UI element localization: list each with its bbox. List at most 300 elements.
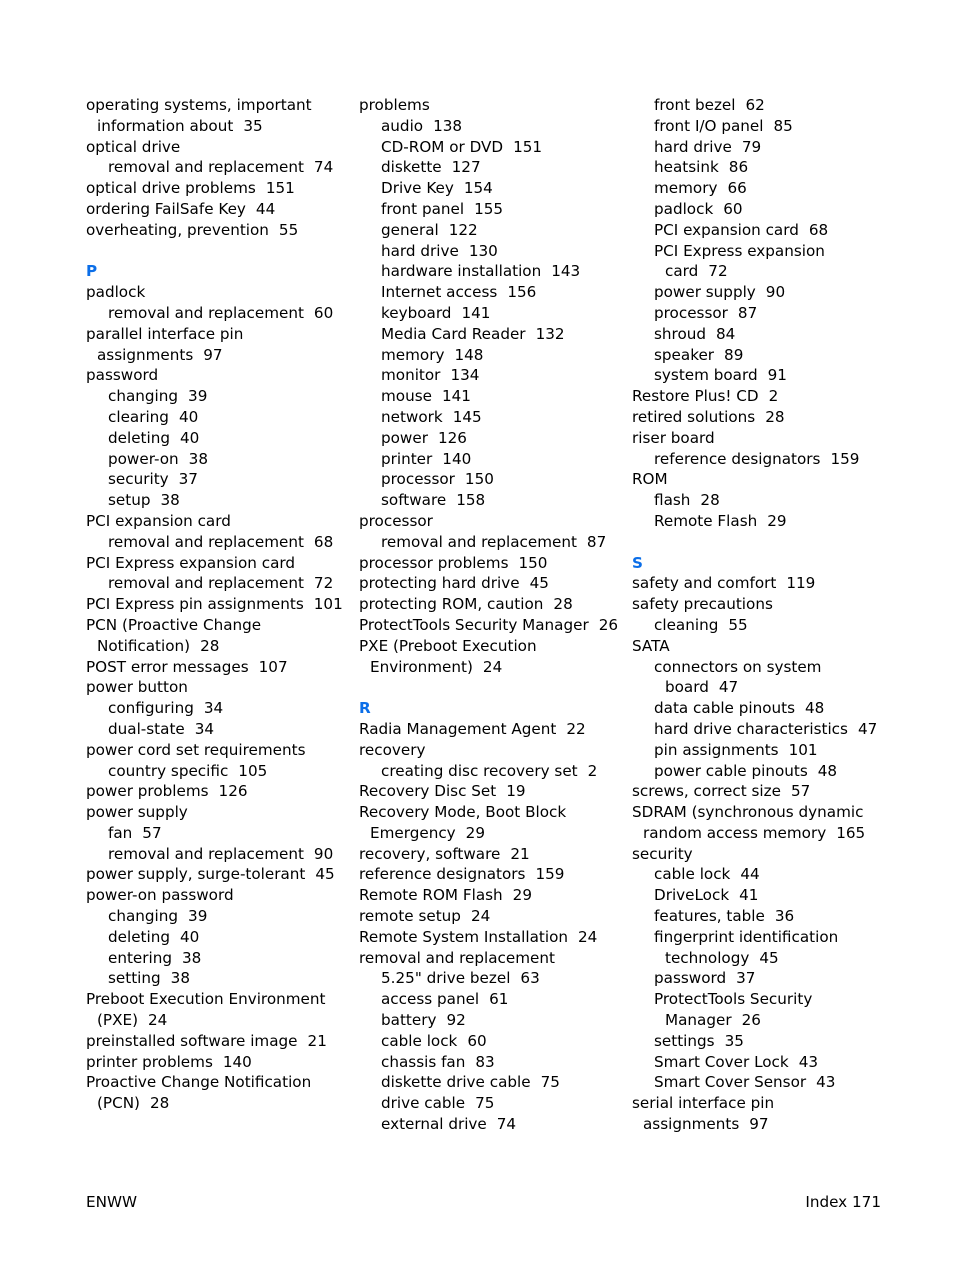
entry-label: printer (381, 449, 433, 468)
entry-label: Radia Management Agent (359, 719, 557, 738)
index-entry (359, 511, 614, 532)
entry-label: Proactive Change Notification (86, 1073, 312, 1092)
entry-label: Remote System Installation (359, 927, 569, 946)
index-subentry (632, 178, 882, 199)
page-number-link[interactable]: 21 (307, 1031, 327, 1050)
index-subentry (632, 511, 882, 532)
page-number-link[interactable]: 36 (774, 907, 795, 926)
entry-label: settings (654, 1031, 715, 1050)
entry-label: security (108, 470, 169, 489)
index-entry (359, 864, 614, 885)
index-entry (86, 511, 336, 532)
index-subentry (86, 948, 336, 969)
index-entry (359, 719, 614, 740)
entry-label: SATA (632, 636, 670, 655)
index-subentry (632, 241, 882, 262)
entry-label: fingerprint identification (654, 927, 839, 946)
index-subentry (359, 282, 614, 303)
index-column-3 (632, 95, 882, 1135)
entry-label: diskette drive cable (381, 1073, 531, 1092)
index-entry-continuation (86, 345, 336, 366)
index-entry (86, 1052, 336, 1073)
index-entry (359, 740, 614, 761)
page-number-link[interactable]: 39 (188, 387, 208, 406)
entry-label: battery (381, 1011, 437, 1030)
page-number-link[interactable]: 40 (178, 407, 199, 426)
page-number-link[interactable]: 28 (765, 407, 785, 426)
entry-label: front panel (381, 199, 465, 218)
index-entry-continuation (86, 1010, 336, 1031)
index-entry (632, 407, 882, 428)
entry-label: padlock (654, 199, 714, 218)
entry-label: assignments (643, 1115, 740, 1134)
page-number-link[interactable]: 107 (258, 657, 288, 676)
page-number-link[interactable]: 154 (463, 179, 493, 198)
entry-label: removal and replacement (359, 948, 555, 967)
entry-label: memory (654, 179, 718, 198)
entry-label: hard drive (381, 241, 459, 260)
page-number-link[interactable]: 151 (265, 179, 295, 198)
page-number-link[interactable]: 74 (313, 158, 334, 177)
page-number-link[interactable]: 60 (467, 1031, 487, 1050)
index-entry-continuation (359, 823, 614, 844)
index-entry-continuation (632, 1114, 882, 1135)
page-number-link[interactable]: 35 (724, 1031, 744, 1050)
index-subentry (359, 116, 614, 137)
page-number-link[interactable]: 151 (513, 137, 543, 156)
page-number-link[interactable]: 2 (768, 387, 779, 406)
entry-label: (PCN) (97, 1094, 140, 1113)
index-entry-continuation (632, 823, 882, 844)
entry-label: parallel interface pin (86, 324, 244, 343)
index-subentry (632, 1072, 882, 1093)
index-entry (359, 95, 614, 116)
page-number-link[interactable]: 134 (450, 366, 480, 385)
entry-label: access panel (381, 990, 480, 1009)
page-number-link[interactable]: 66 (727, 179, 747, 198)
page-number-link[interactable]: 29 (465, 823, 485, 842)
page-number-link[interactable]: 48 (817, 761, 838, 780)
entry-label: entering (108, 948, 172, 967)
page-number-link[interactable]: 101 (313, 595, 343, 614)
page-number-link[interactable]: 44 (740, 865, 760, 884)
index-entry-continuation (632, 677, 882, 698)
page-number-link[interactable]: 28 (700, 491, 720, 510)
page-number-link[interactable]: 150 (464, 470, 494, 489)
index-subentry (359, 386, 614, 407)
entry-label: PCI expansion card (654, 220, 799, 239)
index-entry (86, 657, 336, 678)
page-number-link[interactable]: 74 (496, 1115, 517, 1134)
index-subentry (86, 968, 336, 989)
index-entry (86, 989, 336, 1010)
entry-label: country specific (108, 761, 229, 780)
entry-label: cleaning (654, 615, 719, 634)
entry-label: power cord set requirements (86, 740, 306, 759)
page-number-link[interactable]: 29 (512, 886, 532, 905)
entry-label: removal and replacement (108, 574, 304, 593)
index-subentry (632, 137, 882, 158)
page-number-link[interactable]: 22 (566, 719, 586, 738)
index-subentry (359, 303, 614, 324)
entry-label: overheating, prevention (86, 220, 269, 239)
page-number-link[interactable]: 92 (446, 1011, 466, 1030)
index-subentry (632, 282, 882, 303)
page-number-link[interactable]: 155 (474, 199, 504, 218)
index-entry-continuation (86, 1093, 336, 1114)
index-subentry (359, 490, 614, 511)
entry-label: flash (654, 491, 691, 510)
index-subentry (359, 428, 614, 449)
entry-label: riser board (632, 428, 715, 447)
entry-label: hard drive (654, 137, 732, 156)
entry-label: assignments (97, 345, 194, 364)
index-subentry (632, 740, 882, 761)
entry-label: general (381, 220, 439, 239)
index-entry (86, 553, 336, 574)
page-number-link[interactable]: 105 (238, 761, 268, 780)
page-number-link[interactable]: 141 (461, 303, 491, 322)
entry-label: removal and replacement (108, 303, 304, 322)
page-number-link[interactable]: 40 (180, 428, 200, 447)
index-entry (359, 636, 614, 657)
entry-label: SDRAM (synchronous dynamic (632, 803, 864, 822)
index-subentry (86, 927, 336, 948)
entry-label: Remote Flash (654, 511, 758, 530)
page-number-link[interactable]: 29 (767, 511, 787, 530)
entry-label: padlock (86, 283, 146, 302)
index-subentry (359, 1114, 614, 1135)
index-entry (86, 199, 336, 220)
entry-label: cable lock (381, 1031, 458, 1050)
entry-label: recovery (359, 740, 426, 759)
index-entry (632, 469, 882, 490)
page-number-link[interactable]: 48 (805, 699, 825, 718)
entry-label: technology (665, 948, 750, 967)
index-entry (86, 594, 343, 615)
entry-label: reference designators (359, 865, 526, 884)
entry-label: hardware installation (381, 262, 542, 281)
page-number-link[interactable]: 141 (441, 387, 471, 406)
index-subentry (86, 449, 336, 470)
page-number-link[interactable]: 44 (255, 199, 276, 218)
entry-label: optical drive (86, 137, 181, 156)
footer-left: ENWW (86, 1193, 137, 1211)
index-subentry (632, 449, 882, 470)
index-subentry (359, 324, 614, 345)
index-entry-continuation (632, 948, 882, 969)
entry-label: dual-state (108, 719, 185, 738)
page-number-link[interactable]: 37 (178, 470, 198, 489)
page-number-link[interactable]: 40 (180, 927, 200, 946)
page-number-link[interactable]: 57 (790, 782, 811, 801)
index-subentry (632, 220, 882, 241)
entry-label: setting (108, 969, 161, 988)
page-number-link[interactable]: 24 (148, 1011, 168, 1030)
index-entry (359, 927, 614, 948)
entry-label: PCI Express expansion card (86, 553, 295, 572)
page-number-link[interactable]: 26 (741, 1011, 761, 1030)
page-number-link[interactable]: 28 (553, 595, 573, 614)
entry-label: speaker (654, 345, 715, 364)
page-number-link[interactable]: 35 (243, 116, 263, 135)
index-entry (86, 95, 336, 116)
index-subentry (632, 1052, 882, 1073)
page-number-link[interactable]: 122 (448, 220, 478, 239)
index-entry (86, 864, 336, 885)
page-number-link[interactable]: 90 (313, 844, 334, 863)
entry-label: power supply (86, 803, 188, 822)
entry-label: chassis fan (381, 1052, 466, 1071)
entry-label: diskette (381, 158, 442, 177)
page-number-link[interactable]: 55 (728, 615, 748, 634)
index-section-letter: R (359, 699, 371, 718)
entry-label: removal and replacement (381, 532, 577, 551)
page-number-link[interactable]: 47 (857, 719, 878, 738)
page-number-link[interactable]: 62 (745, 96, 765, 114)
index-subentry (632, 719, 882, 740)
index-subentry (632, 927, 882, 948)
entry-label: PXE (Preboot Execution (359, 636, 537, 655)
index-entry (632, 802, 882, 823)
entry-label: PCI Express expansion (654, 241, 825, 260)
index-subentry (359, 469, 614, 490)
entry-label: external drive (381, 1115, 487, 1134)
page-number-link[interactable]: 19 (506, 782, 526, 801)
index-subentry (359, 157, 614, 178)
page-number-link[interactable]: 75 (475, 1094, 495, 1113)
index-entry-continuation (86, 116, 336, 137)
page-number-link[interactable]: 87 (586, 532, 607, 551)
page-number-link[interactable]: 140 (442, 449, 472, 468)
page-number-link[interactable]: 72 (313, 574, 334, 593)
page-number-link[interactable]: 34 (203, 699, 224, 718)
page-number-link[interactable]: 41 (739, 886, 759, 905)
index-subentry (86, 698, 336, 719)
entry-label: heatsink (654, 158, 719, 177)
entry-label: changing (108, 387, 179, 406)
page-number-link[interactable]: 97 (749, 1115, 769, 1134)
entry-label: printer problems (86, 1052, 213, 1071)
page-number-link[interactable]: 60 (313, 303, 334, 322)
entry-label: Emergency (370, 823, 456, 842)
page-number-link[interactable]: 24 (470, 907, 491, 926)
index-entry (359, 844, 614, 865)
page-number-link[interactable]: 24 (482, 657, 503, 676)
entry-label: Restore Plus! CD (632, 387, 759, 406)
entry-label: network (381, 407, 443, 426)
page-number-link[interactable]: 43 (816, 1073, 836, 1092)
entry-label: power cable pinouts (654, 761, 808, 780)
entry-label: configuring (108, 699, 194, 718)
page-number-link[interactable]: 127 (451, 158, 481, 177)
index-subentry (359, 178, 614, 199)
entry-label: front I/O panel (654, 116, 764, 135)
page-number-link[interactable]: 38 (170, 969, 190, 988)
index-entry (632, 1093, 882, 1114)
entry-label: recovery, software (359, 844, 501, 863)
page-number-link[interactable]: 68 (808, 220, 829, 239)
page-number-link[interactable]: 28 (200, 636, 220, 655)
entry-label: CD-ROM or DVD (381, 137, 504, 156)
entry-label: power supply, surge-tolerant (86, 865, 306, 884)
entry-label: hard drive characteristics (654, 719, 848, 738)
index-subentry (359, 241, 614, 262)
page-number-link[interactable]: 90 (765, 283, 786, 302)
entry-label: reference designators (654, 449, 821, 468)
page-number-link[interactable]: 158 (456, 491, 486, 510)
index-subentry (359, 449, 614, 470)
page-number-link[interactable]: 126 (437, 428, 467, 447)
entry-label: processor (359, 511, 433, 530)
index-entry-continuation (632, 261, 882, 282)
page-number-link[interactable]: 38 (188, 449, 208, 468)
index-subentry (632, 490, 882, 511)
entry-label: power problems (86, 782, 209, 801)
page-number-link[interactable]: 83 (475, 1052, 495, 1071)
index-subentry (86, 844, 336, 865)
entry-label: Recovery Mode, Boot Block (359, 803, 567, 822)
index-entry (86, 740, 336, 761)
page-number-link[interactable]: 38 (182, 948, 202, 967)
entry-label: operating systems, important (86, 96, 312, 114)
page-number-link[interactable]: 101 (788, 740, 818, 759)
entry-label: power-on (108, 449, 179, 468)
page-number-link[interactable]: 156 (507, 283, 537, 302)
entry-label: processor problems (359, 553, 509, 572)
index-subentry (86, 386, 336, 407)
index-entry (359, 906, 614, 927)
page-number-link[interactable]: 24 (578, 927, 598, 946)
entry-label: removal and replacement (108, 844, 304, 863)
page-number-link[interactable]: 150 (518, 553, 548, 572)
entry-label: 5.25" drive bezel (381, 969, 511, 988)
entry-label: board (665, 678, 709, 697)
index-entry (359, 781, 614, 802)
page-number-link[interactable]: 119 (786, 574, 816, 593)
index-subentry (632, 303, 882, 324)
page-number-link[interactable]: 47 (718, 678, 739, 697)
page-number-link[interactable]: 148 (454, 345, 484, 364)
page-number-link[interactable]: 138 (433, 116, 463, 135)
page-number-link[interactable]: 86 (728, 158, 749, 177)
index-subentry (632, 968, 882, 989)
page-number-link[interactable]: 57 (142, 823, 162, 842)
entry-label: ROM (632, 470, 668, 489)
index-subentry (632, 615, 882, 636)
entry-label: ProtectTools Security Manager (359, 615, 589, 634)
entry-label: password (86, 366, 159, 385)
index-subentry (359, 220, 614, 241)
entry-label: (PXE) (97, 1011, 139, 1030)
entry-label: preinstalled software image (86, 1031, 298, 1050)
entry-label: mouse (381, 387, 432, 406)
page-number-link[interactable]: 126 (218, 782, 248, 801)
index-subentry (359, 968, 614, 989)
index-subentry (632, 157, 882, 178)
index-entry (359, 573, 614, 594)
page-number-link[interactable]: 39 (188, 907, 208, 926)
index-subentry (359, 1010, 614, 1031)
page-number-link[interactable]: 145 (452, 407, 482, 426)
index-subentry (632, 116, 882, 137)
index-entry (86, 178, 336, 199)
page-number-link[interactable]: 37 (736, 969, 756, 988)
page-number-link[interactable]: 91 (767, 366, 787, 385)
index-subentry (632, 906, 882, 927)
page-number-link[interactable]: 97 (203, 345, 223, 364)
page-number-link[interactable]: 28 (149, 1094, 170, 1113)
entry-label: information about (97, 116, 234, 135)
index-subentry (86, 303, 336, 324)
page-number-link[interactable]: 72 (708, 262, 728, 281)
page-number-link[interactable]: 34 (194, 719, 215, 738)
page-number-link[interactable]: 21 (510, 844, 530, 863)
page-number-link[interactable]: 140 (222, 1052, 252, 1071)
entry-label: shroud (654, 324, 707, 343)
page-number-link[interactable]: 38 (160, 491, 180, 510)
page-number-link[interactable]: 45 (759, 948, 779, 967)
index-entry (359, 615, 619, 636)
index-entry (632, 636, 882, 657)
page-number-link[interactable]: 61 (489, 990, 509, 1009)
entry-label: protecting ROM, caution (359, 595, 544, 614)
page-number-link[interactable]: 143 (551, 262, 581, 281)
page-number-link[interactable]: 45 (529, 574, 549, 593)
page-number-link[interactable]: 63 (520, 969, 540, 988)
index-entry (86, 615, 336, 636)
index-subentry (86, 823, 336, 844)
entry-label: data cable pinouts (654, 699, 795, 718)
page-number-link[interactable]: 75 (540, 1073, 560, 1092)
page-number-link[interactable]: 132 (535, 324, 565, 343)
page-number-link[interactable]: 159 (830, 449, 860, 468)
index-entry (86, 365, 336, 386)
entry-label: Notification) (97, 636, 191, 655)
page-number-link[interactable]: 85 (773, 116, 793, 135)
footer-page-number: Index 171 (805, 1193, 881, 1211)
entry-label: card (665, 262, 699, 281)
index-subentry (632, 95, 882, 116)
entry-label: removal and replacement (108, 158, 304, 177)
entry-label: problems (359, 96, 430, 114)
index-entry (359, 885, 614, 906)
page-number-link[interactable]: 159 (535, 865, 565, 884)
page-number-link[interactable]: 55 (278, 220, 299, 239)
entry-label: power (381, 428, 428, 447)
page-number-link[interactable]: 43 (798, 1052, 819, 1071)
page-number-link[interactable]: 26 (598, 615, 619, 634)
entry-label: random access memory (643, 823, 827, 842)
page-number-link[interactable]: 68 (313, 532, 334, 551)
page-number-link[interactable]: 130 (468, 241, 498, 260)
index-subentry (632, 657, 882, 678)
page-number-link[interactable]: 87 (737, 303, 758, 322)
entry-label: features, table (654, 907, 765, 926)
entry-label: DriveLock (654, 886, 730, 905)
page-number-link[interactable]: 60 (723, 199, 743, 218)
page-number-link[interactable]: 45 (315, 865, 335, 884)
page-number-link[interactable]: 84 (716, 324, 736, 343)
page-number-link[interactable]: 79 (741, 137, 762, 156)
page-number-link[interactable]: 2 (587, 761, 598, 780)
index-subentry (632, 199, 882, 220)
page-number-link[interactable]: 165 (836, 823, 866, 842)
entry-label: Drive Key (381, 179, 454, 198)
index-entry (86, 137, 336, 158)
entry-label: fan (108, 823, 133, 842)
page-number-link[interactable]: 89 (724, 345, 744, 364)
